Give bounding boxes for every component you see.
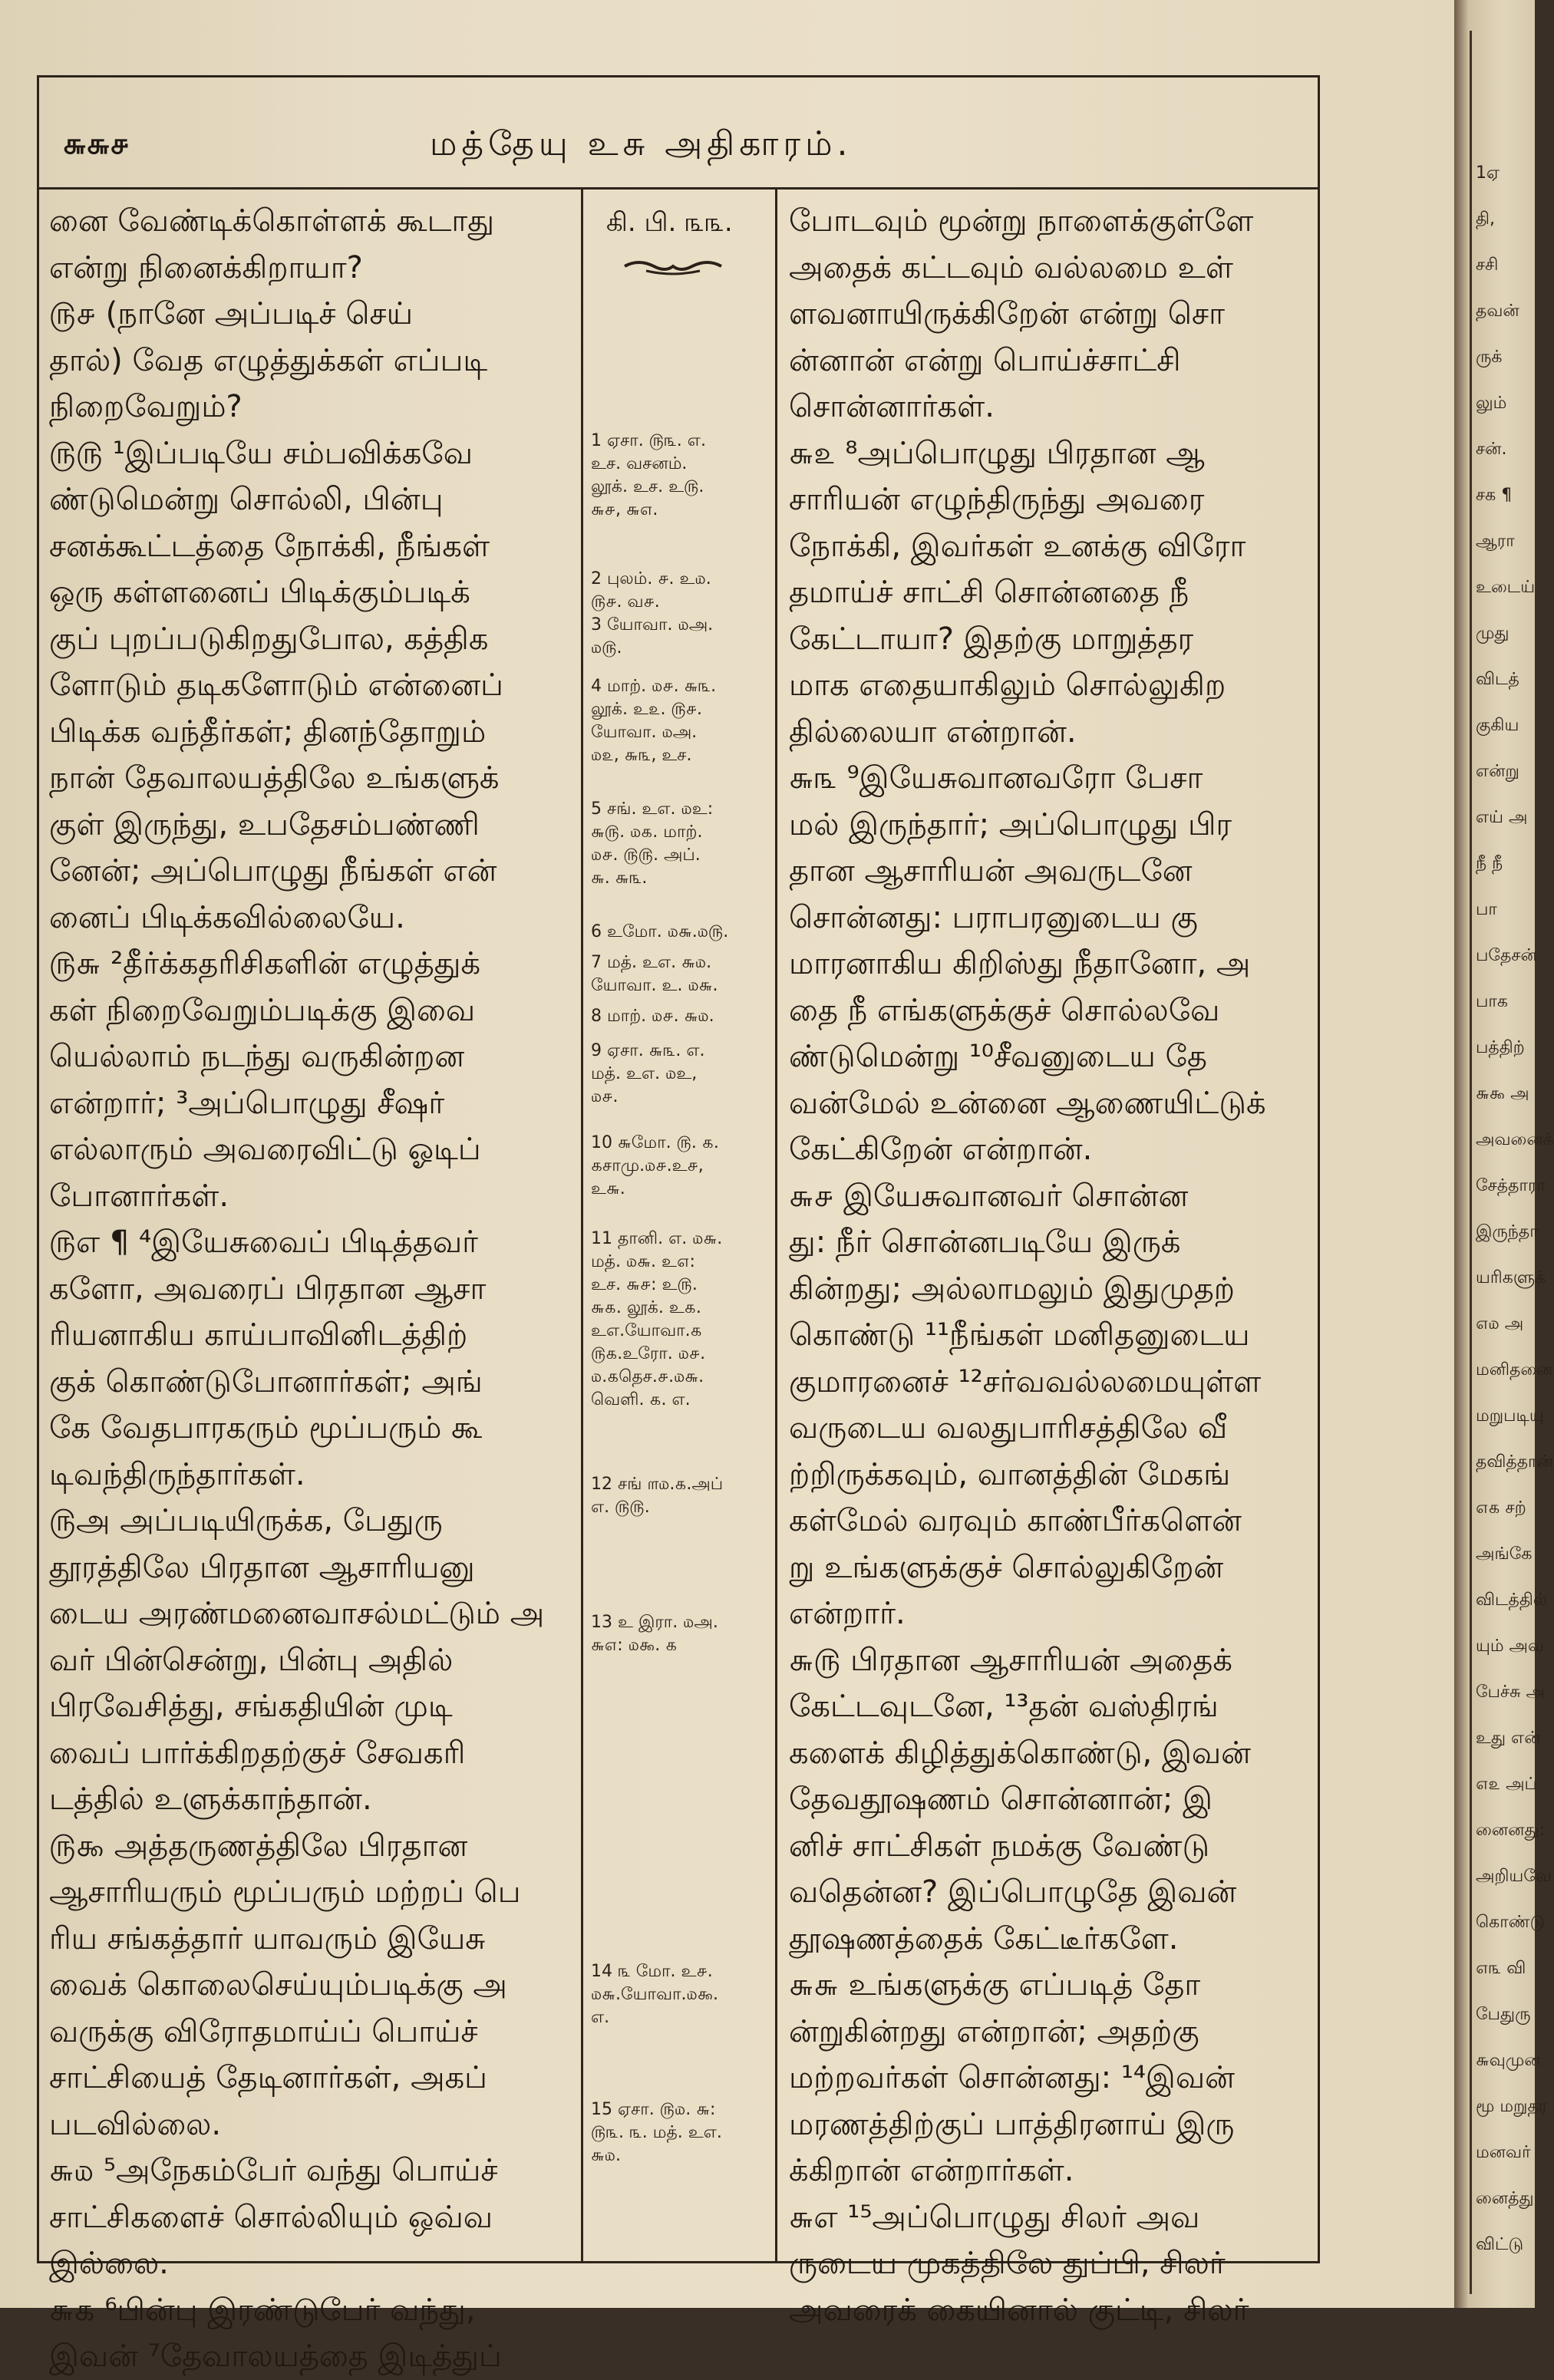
adjacent-page-fragment: ௭௩ வி [1476,1959,1526,1978]
adjacent-page-fragment: அவனைக் [1476,1130,1554,1149]
left-text-line: யெல்லாம் நடந்து வருகின்றன [49,1039,465,1074]
right-text-line: கொண்டு ¹¹நீங்கள் மனிதனுடைய [789,1317,1250,1353]
right-text-line: னிச் சாட்சிகள் நமக்கு வேண்டு [789,1828,1210,1864]
right-text-line: ௬௬ உங்களுக்கு எப்படித் தோ [789,1967,1201,2003]
left-text-line: ண்டுமென்று சொல்லி, பின்பு [49,482,444,517]
left-text-line: ௫அ அப்படியிருக்க, பேதுரு [49,1503,443,1538]
cross-reference-line: ௬௫. ௰௧. மாற். [591,822,703,842]
column-divider-right [775,189,777,2263]
left-text-line: சாட்சியைத் தேடினார்கள், அகப் [49,2060,487,2095]
cross-reference-line: ௧சாமு.௰௪.உ௪, [591,1156,704,1175]
left-text-line: ௫௬ ²தீர்க்கதரிசிகளின் எழுத்துக் [49,946,481,981]
right-text-line: அவரைக் கையினால் குட்டி, சிலர் [789,2292,1249,2328]
right-text-line: ன்னான் என்று பொய்ச்சாட்சி [789,342,1181,378]
adjacent-page-fragment: தி, [1476,209,1496,229]
adjacent-page-fragment: ருக் [1476,348,1503,367]
right-text-line: சாரியன் எழுந்திருந்து அவரை [789,482,1205,517]
adjacent-page-fragment: ௭௨ அப் [1476,1775,1537,1794]
cross-reference-line: ௰௫. [591,638,622,658]
left-text-line: பிடிக்க வந்தீர்கள்; தினந்தோறும் [49,714,487,750]
right-text-line: தமாய்ச் சாட்சி சொன்னதை நீ [789,575,1189,610]
right-text-line: மாக எதையாகிலும் சொல்லுகிற [789,668,1226,703]
cross-reference [591,675,775,767]
cross-reference [591,1132,775,1201]
left-text-line: னேன்; அப்பொழுது நீங்கள் என் [49,853,497,888]
cross-reference-line: 6 உமோ. ௰௬.௰௫. [591,922,729,941]
right-text-line: வருடைய வலதுபாரிசத்திலே வீ [789,1410,1228,1445]
adjacent-page-fragment: ௬௯ அ [1476,1084,1529,1103]
adjacent-page-fragment: கொண்டு [1476,1913,1546,1932]
right-text-line: று உங்களுக்குச் சொல்லுகிறேன் [789,1549,1224,1585]
cross-reference-line: 13 உ இரா. ௰அ. [591,1613,718,1632]
left-text-line: டைய அரண்மனைவாசல்மட்டும் அ [49,1596,545,1631]
cross-reference-line: எ. ௫௫. [591,1498,650,1517]
left-text-line: ரிய சங்கத்தார் யாவரும் இயேசு [49,1920,486,1956]
left-text-line: தூரத்திலே பிரதான ஆசாரியனு [49,1549,475,1585]
left-text-line: பிரவேசித்து, சங்கதியின் முடி [49,1689,453,1724]
right-text-column [789,198,1315,2333]
left-text-line: சனக்கூட்டத்தை நோக்கி, நீங்கள் [49,528,490,564]
cross-reference-line: ௰௪. ௫௫. அப். [591,846,701,865]
cross-reference-line: உ௬. [591,1179,625,1198]
right-text-line: தில்லையா என்றான். [789,714,1077,750]
cross-reference-line: ௫௪. வ௪. [591,592,660,611]
left-text-line: கே வேதபாரகரும் மூப்பரும் கூ [49,1410,483,1445]
adjacent-page-fragment: ௬வுமுன [1476,2051,1541,2070]
left-text-line: ௫எ ¶ ⁴இயேசுவைப் பிடித்தவர் [49,1225,479,1260]
adjacent-page-fragment: மனிதனை [1476,1360,1553,1380]
left-text-line: குப் புறப்படுகிறதுபோல, கத்திக [49,621,489,657]
adjacent-page-fragment: சக ¶ [1476,486,1513,505]
adjacent-page-fragment: தவித்தான் [1476,1452,1553,1472]
adjacent-page-fragment: யும் அவ [1476,1637,1545,1656]
cross-reference-line: ௰௪. [591,1087,619,1106]
cross-reference [591,568,775,614]
adjacent-page-fragment: இருந்தா [1476,1222,1539,1241]
right-text-line: ளவனாயிருக்கிறேன் என்று சொ [789,296,1226,331]
right-text-line: சொன்னது: பராபரனுடைய கு [789,899,1198,935]
right-text-line: கேட்டவுடனே, ¹³தன் வஸ்திரங் [789,1689,1219,1724]
right-text-line: மற்றவர்கள் சொன்னது: ¹⁴இவன் [789,2060,1235,2095]
adjacent-page-fragment: சசி [1476,255,1499,275]
adjacent-page-fragment: பாக [1476,992,1508,1011]
right-text-line: ற்றிருக்கவும், வானத்தின் மேகங் [789,1456,1231,1492]
adjacent-page-fragment: என்று [1476,762,1519,781]
adjacent-page-fragment: மனவர் [1476,2143,1531,2162]
right-text-line: ௬௨ ⁸அப்பொழுது பிரதான ஆ [789,435,1205,471]
cross-reference-line: ௰௬.யோவா.௰௯. [591,1985,719,2004]
left-text-line: ஒரு கள்ளனைப் பிடிக்கும்படிக் [49,575,470,610]
cross-reference-line: எ. [591,2008,610,2027]
cross-reference-line: ௬௭: ௰௯. ௧ [591,1636,678,1655]
right-text-line: ௬௫ பிரதான ஆசாரியன் அதைக் [789,1642,1232,1678]
left-text-line: நான் தேவாலயத்திலே உங்களுக் [49,760,500,796]
cross-reference-line: 1 ஏசா. ௫௩. எ. [591,431,706,450]
right-text-line: தை நீ எங்களுக்குச் சொல்லவே [789,992,1220,1028]
cross-reference-line: 4 மாற். ௰௪. ௬௩. [591,677,717,696]
adjacent-page-fragment: தவன் [1476,302,1519,321]
left-text-line: ரியனாகிய காய்பாவினிடத்திற் [49,1317,468,1353]
adjacent-page-fragment: 1ஏ [1476,163,1500,183]
left-text-line: னை வேண்டிக்கொள்ளக் கூடாது [49,203,494,239]
left-text-line: ௫௪ (நானே அப்படிச் செய் [49,296,413,331]
adjacent-page-fragment: சேத்தாரா [1476,1176,1546,1195]
right-text-line: தான ஆசாரியன் அவருடனே [789,853,1193,888]
left-text-line: வர் பின்சென்று, பின்பு அதில் [49,1642,454,1678]
adjacent-page-fragment: அங்கே [1476,1544,1533,1564]
cross-reference [591,1005,775,1028]
adjacent-page-fragment: விடத் [1476,670,1519,689]
left-text-line: டத்தில் உளுக்காந்தான். [49,1782,372,1817]
adjacent-page-fragment: யரிகளுக் [1476,1268,1546,1287]
left-text-line: வைப் பார்க்கிறதற்குச் சேவகரி [49,1735,466,1771]
right-text-line: நோக்கி, இவர்கள் உனக்கு விரோ [789,528,1246,564]
adjacent-page-fragment: பா [1476,900,1497,919]
cross-reference-line: மத். உஎ. ௰உ, [591,1064,698,1083]
right-text-line: வன்மேல் உன்னை ஆணையிட்டுக் [789,1085,1266,1121]
right-text-line: தூஷணத்தைக் கேட்டீர்களே. [789,1920,1179,1956]
left-text-line: களோ, அவரைப் பிரதான ஆசா [49,1271,487,1307]
adjacent-page-fragment: அறியவே [1476,1867,1552,1886]
cross-reference-line: ௬௪, ௬௭. [591,500,658,519]
left-text-line: தால்) வேத எழுத்துக்கள் எப்படி [49,342,488,378]
left-text-line: சாட்சிகளைச் சொல்லியும் ஒவ்வ [49,2199,493,2235]
column-divider-left [581,189,583,2263]
left-text-line: படவில்லை. [49,2106,222,2142]
right-text-line: குமாரனைச் ¹²சர்வவல்லமையுள்ள [789,1363,1262,1399]
left-text-line: ௫௯ அத்தருணத்திலே பிரதான [49,1828,468,1864]
left-text-line: டிவந்திருந்தார்கள். [49,1456,305,1492]
left-text-line: ௬௰ ⁵அநேகம்பேர் வந்து பொய்ச் [49,2153,498,2188]
right-text-line: களைக் கிழித்துக்கொண்டு, இவன் [789,1735,1251,1771]
cross-reference-line: லூக். உச. உ௫. [591,477,704,496]
adjacent-page-fragment: பத்திற் [1476,1038,1525,1057]
cross-reference-line: ௬௰. [591,2146,622,2165]
cross-reference-line: 12 சங் ௱௰.௧.அப் [591,1475,724,1494]
cross-reference-line: 14 ௩ மோ. உ௪. [591,1962,713,1981]
adjacent-page-fragment: முது [1476,624,1509,643]
adjacent-page-fragment: னைத்து [1476,2189,1534,2208]
header-rule [37,187,1320,190]
right-text-line: ண்டுமென்று ¹⁰சீவனுடைய தே [789,1039,1207,1074]
cross-reference-line: ௬௧. லூக். உ௧. [591,1298,701,1317]
adjacent-page-fragment: மறுபடியு [1476,1406,1544,1426]
right-text-line: அதைக் கட்டவும் வல்லமை உள் [789,249,1233,285]
adjacent-page-fragment: பேச்சு அ [1476,1683,1545,1702]
adjacent-page-fragment: பதேசன் [1476,946,1537,965]
adjacent-page-fragment: பேதுரு [1476,2005,1531,2024]
adjacent-page-border [1470,31,1472,2294]
right-text-line: என்றார். [789,1596,906,1631]
cross-reference-line: ௰௨, ௬௩, உச. [591,746,692,765]
right-text-line: மரணத்திற்குப் பாத்திரனாய் இரு [789,2106,1235,2142]
cross-reference-line: உச. ௬௪: உ௫. [591,1275,698,1294]
left-text-line: வருக்கு விரோதமாய்ப் பொய்ச் [49,2013,478,2049]
right-text-line: ௬எ ¹⁵அப்பொழுது சிலர் அவ [789,2199,1200,2235]
cross-reference-line: மத். ௰௬. உ௭: [591,1252,695,1271]
cross-reference-line: உஎ.யோவா.௧ [591,1321,702,1340]
left-text-line: இவன் ⁷தேவாலயத்தை இடித்துப் [49,2339,502,2374]
cross-reference-line: 15 ஏசா. ௫௰. ௬: [591,2100,716,2119]
cross-reference-line: 9 ஏசா. ௬௩. எ. [591,1041,705,1060]
right-text-line: கேட்டாயா? இதற்கு மாறுத்தர [789,621,1194,657]
cross-reference [591,1040,775,1109]
right-text-line: ௬௪ இயேசுவானவர் சொன்ன [789,1178,1189,1214]
left-text-line: நிறைவேறும்? [49,389,243,424]
cross-reference-line: ௫௧.உரோ. ௰௪. [591,1344,706,1363]
adjacent-page-fragment: ஆரா [1476,532,1515,551]
adjacent-page-fragment: உது என் [1476,1729,1541,1748]
left-text-line: குக் கொண்டுபோனார்கள்; அங் [49,1363,483,1399]
adjacent-page-fragment: சன். [1476,440,1507,459]
adjacent-page-fragment: ௭௰ அ [1476,1314,1524,1333]
cross-reference-line: யோவா. உ. ௰௬. [591,976,718,995]
cross-reference-line: உச. வசனம். [591,454,688,473]
adjacent-page-edge [1454,0,1554,2308]
cross-reference-line: 2 புலம். ௪. உ௰. [591,569,711,588]
cross-reference-line: 7 மத். உஎ. ௬௰. [591,953,712,972]
cross-reference-line: ௰.௧தெச.௪.௰௬. [591,1367,704,1386]
cross-reference [591,1473,775,1519]
adjacent-page-fragment: குகிய [1476,716,1519,735]
right-text-line: ௬௩ ⁹இயேசுவானவரோ பேசா [789,760,1203,796]
cross-reference [591,614,775,660]
left-text-line: கள் நிறைவேறும்படிக்கு இவை [49,992,476,1028]
right-text-line: ன்றுகின்றது என்றான்; அதற்கு [789,2013,1199,2049]
right-text-line: கின்றது; அல்லாமலும் இதுமுதற் [789,1271,1236,1307]
right-text-line: சொன்னார்கள். [789,389,995,424]
right-text-line: கேட்கிறேன் என்றான். [789,1132,1093,1167]
cross-reference-line: லூக். உ௨. ௫௪. [591,700,703,719]
cross-reference [591,1228,775,1412]
margin-heading: கி. பி. ௩௩. [606,207,733,238]
right-text-line: தேவதூஷணம் சொன்னான்; இ [789,1782,1213,1817]
left-text-line: ௬௧ ⁶பின்பு இரண்டுபேர் வந்து, [49,2292,476,2328]
adjacent-page-fragment: மூ மறுதர [1476,2097,1548,2116]
adjacent-page-fragment: விடத்தில் [1476,1591,1548,1610]
right-text-line: து: நீர் சொன்னபடியே இருக் [789,1225,1181,1260]
cross-reference-line: யோவா. ௰அ. [591,723,698,742]
left-text-line: குள் இருந்து, உபதேசம்பண்ணி [49,806,480,842]
cross-reference-line: 5 சங். உஎ. ௰உ: [591,799,714,819]
adjacent-page-fragment: நீ நீ [1476,854,1503,873]
cross-reference [591,798,775,890]
adjacent-page-fragment: ௭௧ சற் [1476,1498,1526,1518]
adjacent-page-fragment: எய் அ [1476,808,1528,827]
cross-reference-line: 8 மாற். ௰௪. ௬௰. [591,1007,714,1026]
cross-reference-line: 11 தானி. எ. ௰௬. [591,1229,723,1248]
left-text-line: ௫௫ ¹இப்படியே சம்பவிக்கவே [49,435,473,471]
adjacent-page-fragment: உடைய் [1476,578,1536,597]
cross-reference-line: 3 யோவா. ௰அ. [591,615,714,635]
adjacent-page-fragment: விட்டு [1476,2235,1524,2254]
page-title: மத்தேயு உசு அதிகாரம். [430,124,853,163]
right-text-line: போடவும் மூன்று நாளைக்குள்ளே [789,203,1254,239]
left-text-line: என்று நினைக்கிறாயா? [49,249,363,285]
page-number: ௬௬௪ [63,127,130,160]
cross-reference [591,951,775,997]
adjacent-page-fragment: லும் [1476,394,1507,413]
right-text-line: ருடைய முகத்திலே துப்பி, சிலர் [789,2246,1226,2281]
left-text-line: இல்லை. [49,2246,169,2281]
right-text-line: கள்மேல் வரவும் காண்பீர்களென் [789,1503,1242,1538]
right-text-line: க்கிறான் என்றார்கள். [789,2153,1074,2188]
ornament-flourish-icon [623,257,723,279]
cross-reference-line: வெளி. ௧. எ. [591,1390,691,1409]
right-text-line: மல் இருந்தார்; அப்பொழுது பிர [789,806,1232,842]
cross-reference [591,1611,775,1657]
left-text-line: என்றார்; ³அப்பொழுது சீஷர் [49,1085,445,1121]
left-text-column [49,198,571,2380]
cross-reference [591,430,775,522]
cross-reference-line: ௫௩. ௩. மத். உஎ. [591,2123,722,2142]
right-text-line: மாரனாகிய கிறிஸ்து நீதானோ, அ [789,946,1251,981]
left-text-line: ளோடும் தடிகளோடும் என்னைப் [49,668,503,703]
left-text-line: வைக் கொலைசெய்யும்படிக்கு அ [49,1967,507,2003]
left-text-line: போனார்கள். [49,1178,229,1214]
left-text-line: எல்லாரும் அவரைவிட்டு ஓடிப் [49,1132,481,1167]
cross-reference-line: ௬. ௬௩. [591,869,648,888]
left-text-line: ஆசாரியரும் மூப்பரும் மற்றப் பெ [49,1874,521,1910]
cross-reference [591,2098,775,2167]
right-text-line: வதென்ன? இப்பொழுதே இவன் [789,1874,1237,1910]
cross-reference [591,921,775,944]
left-text-line: னைப் பிடிக்கவில்லையே. [49,899,405,935]
adjacent-page-fragment: னைனது: [1476,1821,1545,1840]
cross-reference [591,1960,775,2029]
cross-reference-line: 10 ௬மோ. ௫. ௧. [591,1133,719,1152]
